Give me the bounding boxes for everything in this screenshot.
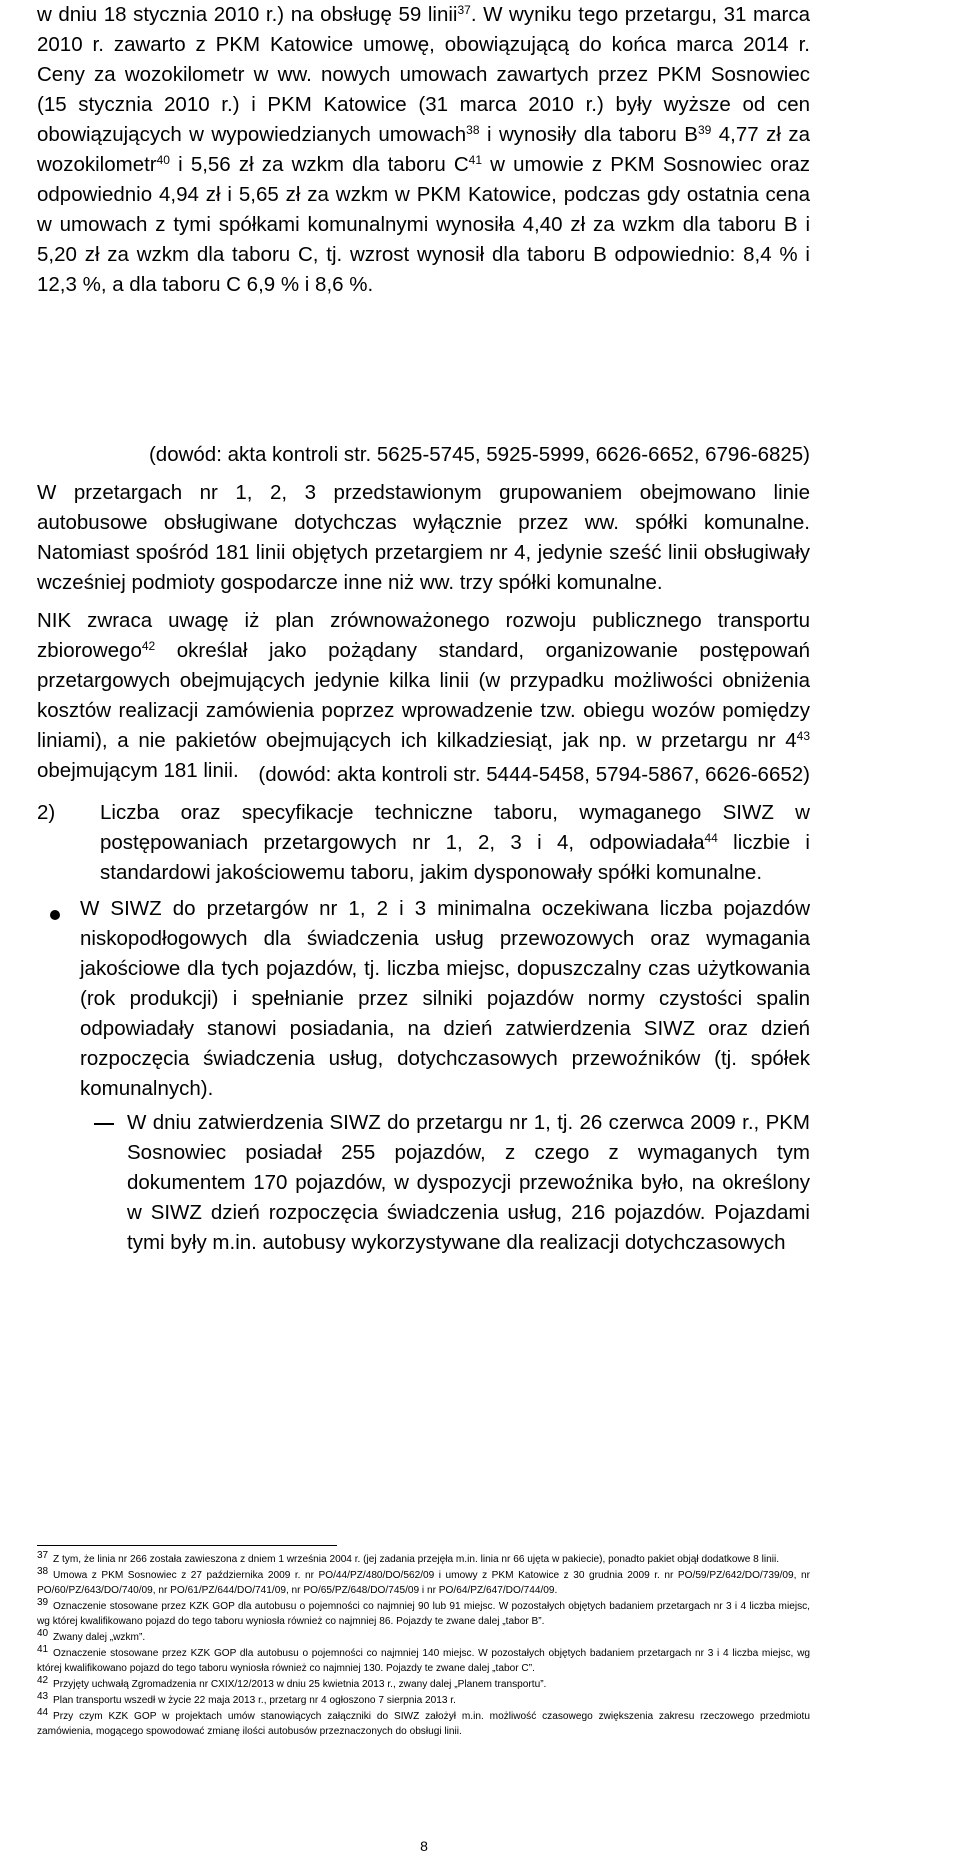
footnote-ref-42[interactable]: 42 xyxy=(141,639,156,653)
footnote-38: 38 Umowa z PKM Sosnowiec z 27 października 2009 r. nr PO/44/PZ/480/DO/562/09 i umowy z PKM Katowice z 30 grudnia 2009 r. nr PO/59/PZ/642/DO/739/09, nr PO/60/PZ/643/DO/740/09, nr PO/61/PZ/644/DO/741/09, nr PO/65/PZ/648/DO/745/09 i nr PO/64/PZ/647/DO/744/09. xyxy=(37,1566,810,1596)
page-number: 8 xyxy=(420,1838,428,1854)
footnote-ref-41[interactable]: 41 xyxy=(468,153,483,167)
evidence-reference-2: (dowód: akta kontroli str. 5444-5458, 5794-5867, 6626-6652) xyxy=(258,763,810,786)
footnote-37: 37 Z tym, że linia nr 266 została zawieszona z dniem 1 września 2004 r. (jej zadania przejęła m.in. linia nr 66 ujęta w pakiecie), ponadto pakiet objął dodatkowe 8 linii. xyxy=(37,1550,780,1565)
list-item-2: Liczba oraz specyfikacje techniczne taboru, wymaganego SIWZ w postępowaniach przetargowych nr 1, 2, 3 i 4, odpowiadała$^{44}$ liczbie i standardowi jakościowemu taboru, jakim dysponowały spółki komunalne. xyxy=(100,801,810,884)
paragraph-nik-note: NIK zwraca uwagę iż plan zrównoważonego rozwoju publicznego transportu zbiorowego$^{42}$ określał jako pożądany standard, organizowanie postępowań przetargowych obejmujących jedynie kilka linii (w przypadku możliwości obniżenia kosztów realizacji zamówienia poprzez wprowadzenie tzw. obiegu wozów pomiędzy liniami), a nie pakietów obejmujących ich kilkadziesiąt, jak np. w przetargu nr $4^{43}$ obejmującym 181 linii. xyxy=(37,609,810,782)
footnote-39: 39 Oznaczenie stosowane przez KZK GOP dla autobusu o pojemności co najmniej 90 lub 91 miejsc. W pozostałych objętych badaniem przetargach nr 3 i 4 liczba miejsc, wg której kwalifikowano pojazd do tego taboru wyniosła również co najmniej 86. Pojazdy te zwane dalej „tabor B”. xyxy=(37,1597,810,1627)
footnote-42: 42 Przyjęty uchwałą Zgromadzenia nr CXIX/12/2013 w dniu 25 kwietnia 2013 r., zwany dalej „Planem transportu”. xyxy=(37,1675,547,1690)
footnote-44: 44 Przy czym KZK GOP w projektach umów stanowiących załączniki do SIWZ założył m.in. możliwość czasowego zwiększenia zakresu rzeczowego przedmiotu zamówienia, mogącego spowodować zmianę ilości autobusów przeznaczonych do obsługi linii. xyxy=(37,1707,810,1737)
paragraph-prices: w dniu 18 stycznia 2010 r.) na obsługę 59 linii$^{37}$. W wyniku tego przetargu, 31 marca 2010 r. zawarto z PKM Katowice umowę, obowiązującą do końca marca 2014 r. Ceny za wozokilometr w ww. nowych umowach zawartych przez PKM Sosnowiec (15 stycznia 2010 r.) i PKM Katowice (31 marca 2010 r.) były wyższe od cen obowiązujących w wypowiedzianych umowach$^{38}$ i wynosiły dla taboru $B^{39}$ 4,77 zł za wozokilometr$^{40}$ i 5,56 zł za wzkm dla taboru $C^{41}$ w umowie z PKM Sosnowiec oraz odpowiednio 4,94 zł i 5,65 zł za wzkm w PKM Katowice, podczas gdy ostatnia cena w umowach z tymi spółkami komunalnymi wynosiła 4,40 zł za wzkm dla taboru B i 5,20 zł za wzkm dla taboru C, tj. wzrost wynosił dla taboru B odpowiednio: 8,4 % i 12,3 %, a dla taboru C 6,9 % i 8,6 %. xyxy=(37,3,811,296)
footnote-ref-44[interactable]: 44 xyxy=(704,831,718,845)
footnote-ref-38[interactable]: 38 xyxy=(466,123,480,137)
footnote-ref-40[interactable]: 40 xyxy=(156,153,170,167)
evidence-reference-1: (dowód: akta kontroli str. 5625-5745, 5925-5999, 6626-6652, 6796-6825) xyxy=(148,443,810,466)
paragraph-tender-grouping: W przetargach nr 1, 2, 3 przedstawionym grupowaniem obejmowano linie autobusowe obsługiwane dotychczas wyłącznie przez ww. spółki komunalne. Natomiast spośród 181 linii objętych przetargiem nr 4, jedynie sześć linii obsługiwały wcześniej podmioty gospodarcze inne niż ww. trzy spółki komunalne. xyxy=(37,481,810,594)
dash-icon xyxy=(94,1123,114,1125)
footnote-ref-43[interactable]: 43 xyxy=(796,729,810,743)
footnote-40: 40 Zwany dalej „wzkm”. xyxy=(37,1628,146,1643)
footnote-41: 41 Oznaczenie stosowane przez KZK GOP dla autobusu o pojemności co najmniej 140 miejsc. W pozostałych objętych badaniem przetargach nr 3 i 4 liczba miejsc, wg której kwalifikowano pojazd do tego taboru wyniosła również co najmniej 130. Pojazdy te zwane dalej „tabor C”. xyxy=(37,1644,810,1674)
footnote-43: 43 Plan transportu wszedł w życie 22 maja 2013 r., przetarg nr 4 ogłoszono 7 sierpnia 2013 r. xyxy=(37,1691,456,1706)
dash-item-pkm-sosnowiec: W dniu zatwierdzenia SIWZ do przetargu nr 1, tj. 26 czerwca 2009 r., PKM Sosnowiec posiadał 255 pojazdów, z czego z wymaganych tym dokumentem 170 pojazdów, w dyspozycji przewoźnika było, na określony w SIWZ dzień rozpoczęcia świadczenia usług, 216 pojazdów. Pojazdami tymi były m.in. autobusy wykorzystywane dla realizacji dotychczasowych xyxy=(127,1111,810,1254)
bullet-icon xyxy=(50,910,60,920)
list-marker-2: 2) xyxy=(37,801,56,824)
bullet-item-siwz: W SIWZ do przetargów nr 1, 2 i 3 minimalna oczekiwana liczba pojazdów niskopodłogowych dla świadczenia usług przewozowych oraz wymagania jakościowe dla tych pojazdów, tj. liczba miejsc, dopuszczalny czas użytkowania (rok produkcji) i spełnianie przez silniki pojazdów normy czystości spalin odpowiadały stanowi posiadania, na dzień zatwierdzenia SIWZ oraz dzień rozpoczęcia świadczenia usług, dotychczasowych przewoźników (tj. spółek komunalnych). xyxy=(80,897,810,1100)
footnote-separator xyxy=(37,1545,337,1546)
footnote-ref-39[interactable]: 39 xyxy=(697,123,712,137)
footnote-ref-37[interactable]: 37 xyxy=(457,3,471,17)
